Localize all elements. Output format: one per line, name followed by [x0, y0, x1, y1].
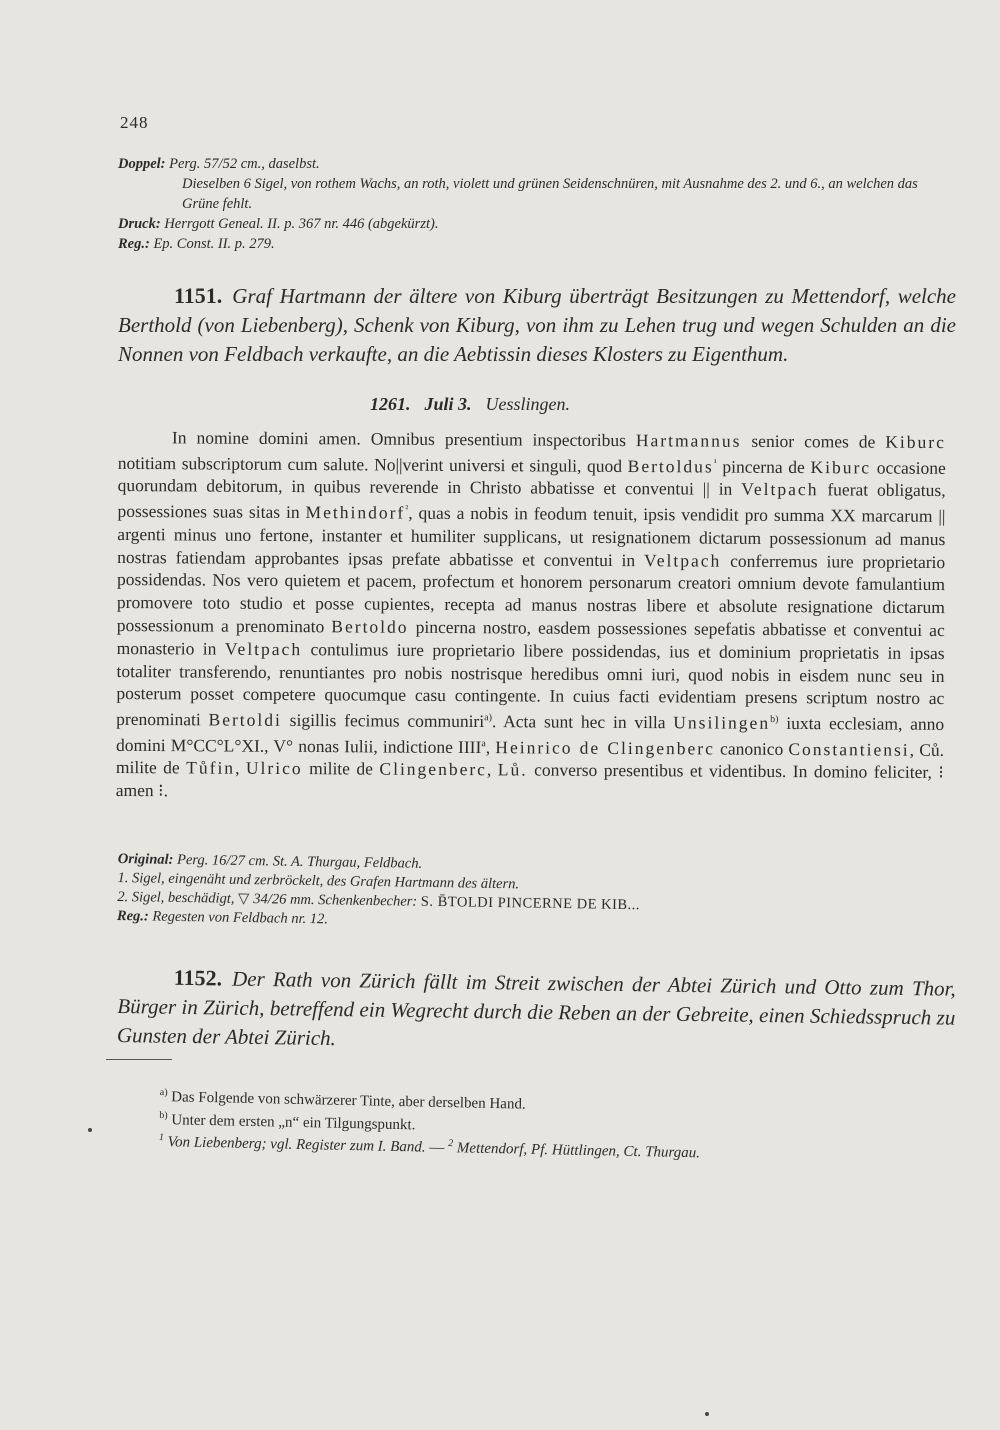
original-text: Perg. 16/27 cm. St. A. Thurgau, Feldbach.: [176, 851, 423, 872]
footnote-numbered: $^1$ Von Liebenberg; vgl. Register zum I. Band. — $^2$ Mettendorf, Pf. Hüttlingen, Ct. Thurgau.: [158, 1131, 701, 1162]
charter-segment: conferremus iure proprietario possidendas. Nos vero quietem et pacem, profectum et honorem personarum creatori omnium devote famulantium promovere toto studio et posse cupientes, recepta ad manus nostras libere et absolute resignatione dictarum possessionum a prenominato: [116, 550, 946, 637]
page-number: 248: [120, 113, 149, 132]
spaced-name: Clingenberc: [379, 759, 488, 780]
spaced-name: Lů.: [497, 759, 528, 780]
preceding-document-notes: [118, 154, 953, 254]
charter-segment: canonico: [714, 738, 789, 759]
original-label: Original:: [117, 850, 174, 868]
regest-text: Der Rath von Zürich fällt im Streit zwischen der Abtei Zürich und Otto zum Thor, Bürger in Zürich, betreffend ein Wegrecht durch die Reben an der Gebreite, einen Schiedsspruch zu Gunsten der Abtei Zürich.: [116, 966, 956, 1051]
seal-note-2: 2. Sigel, beschädigt, ▽ 34/26 mm. Schenkenbecher: S. B̄TOLDI PINCERNE DE KIB...: [117, 888, 641, 914]
footnote-rule: [106, 1059, 172, 1060]
charter-segment: ,: [485, 736, 496, 757]
ink-speck: [705, 1412, 709, 1416]
footnote-ref: ¹: [713, 457, 717, 469]
shield-icon: ▽: [237, 890, 250, 908]
charter-segment: In nomine domini amen. Omnibus presentium inspectoribus: [171, 427, 636, 451]
document-number: 1151.: [174, 283, 223, 308]
footnote-ref: ²: [405, 503, 409, 515]
spaced-name: Constantiensi: [788, 738, 910, 760]
regest-text: Graf Hartmann der ältere von Kiburg überträgt Besitzungen zu Mettendorf, welche Berthold (von Liebenberg), Schenk von Kiburg, von ihm zu Lehen trug und wegen Schulden an die Nonnen von Feldbach verkaufte, an die Aebtissin dieses Klosters zu Eigenthum.: [118, 284, 956, 366]
footnote-a: $^{a)}$ Das Folgende von schwärzerer Tinte, aber derselben Hand.: [159, 1086, 526, 1113]
spaced-name: Kiburc: [810, 456, 872, 478]
charter-segment: iuxta ecclesiam, anno domini M°CC°L°XI., V° nonas Iulii, indictione IIII: [115, 713, 945, 757]
spaced-name: Hartmannus: [635, 430, 742, 451]
charter-segment: , Ců. milite de: [115, 739, 945, 778]
druck-note: [118, 214, 953, 234]
charter-segment: contulimus iure proprietario libere possidendas, ius et dominium proprietatis in ipsas totaliter transferendo, renuntiantes pro nobis nostrisque heredibus omni iuri, quod nobis in eisdem nunc seu in posterum posset competere quocumque casu contingente. In cuius facti evidentiam presens scriptum nostro ac prenominati: [116, 638, 945, 730]
charter-segment: occasione quorundam debitorum, in quibus reverende in Christo abbatisse et conventui || in: [117, 457, 946, 500]
charter-segment: fuerat obligatus, possessiones suas sitas in: [117, 479, 946, 523]
spaced-name: Bertoldo: [331, 616, 409, 637]
charter-paragraph: [116, 426, 946, 807]
reg-note-1151: Reg.: Regesten von Feldbach nr. 12.: [116, 907, 329, 928]
reg-label: Reg.:: [118, 236, 150, 252]
charter-segment: ,: [235, 758, 247, 779]
spaced-name: Bertoldus: [627, 455, 714, 477]
charter-text: [116, 426, 946, 807]
spaced-name: Tůfin: [186, 757, 236, 779]
charter-segment: milite de: [302, 758, 380, 780]
footnotes: [159, 1084, 880, 1167]
document-1151-heading: [118, 281, 956, 369]
druck-label: Druck:: [118, 216, 161, 232]
spaced-name: Veltpach: [741, 479, 819, 500]
charter-segment: ,: [486, 759, 498, 780]
charter-segment: . Acta sunt hec in villa: [491, 711, 674, 733]
charter-segment: senior comes de: [741, 430, 886, 452]
charter-segment: sigillis fecimus communiri: [281, 710, 485, 732]
footnote-ref: b): [770, 714, 779, 726]
seal-note: Dieselben 6 Sigel, von rothem Wachs, an roth, violett und grünen Seidenschnüren, mit Ausnahme des 2. und 6., an welchen das Grüne fehlt.: [182, 176, 918, 212]
spaced-name: Ulrico: [245, 758, 303, 779]
footnote-b: $^{b)}$ Unter dem ersten „n“ ein Tilgungspunkt.: [159, 1109, 416, 1133]
doppel-note: [118, 154, 953, 174]
charter-notes: [117, 850, 956, 939]
seal-note-1: 1. Sigel, eingenäht und zerbröckelt, des Grafen Hartmann des ältern.: [117, 869, 520, 893]
document-1152-heading: [117, 962, 956, 1062]
date-day: Juli 3.: [424, 394, 472, 414]
date-place: Uesslingen.: [485, 394, 571, 414]
reg-note: [118, 234, 953, 254]
ink-speck: [88, 1128, 92, 1132]
footnote-ref: a: [481, 738, 486, 750]
charter-segment: converso presentibus et videntibus. In domino feliciter, ⁝ amen ⁝.: [115, 759, 944, 801]
date-year: 1261.: [370, 394, 411, 414]
spaced-name: Bertoldi: [208, 709, 282, 731]
charter-segment: , quas a nobis in feodum tenuit, ipsis vendidit pro summa XX marcarum || argenti minus uno fertone, instanter et humiliter supplicans, ut resignationem dictarum possessionum ad manus nostras fatiendam approbantes ipsas prefate abbatisse et conventui in: [117, 502, 946, 570]
spaced-name: Kiburc: [885, 431, 946, 453]
charter-segment: notitiam subscriptorum cum salute. No||verint universi et singuli, quod: [117, 452, 628, 476]
charter-segment: pincerna nostro, easdem possessiones sepefatis abbatisse et conventui ac monasterio in: [116, 616, 945, 659]
doppel-label: Doppel:: [118, 156, 166, 172]
footnote-ref: a): [484, 712, 493, 724]
druck-text: Herrgott Geneal. II. p. 367 nr. 446 (abgekürzt).: [164, 216, 439, 232]
spaced-name: Heinrico de Clingenberc: [495, 736, 715, 759]
seal-legend: S. B̄TOLDI PINCERNE DE KIB...: [420, 893, 641, 914]
spaced-name: Veltpach: [224, 638, 303, 659]
reg-text: Ep. Const. II. p. 279.: [153, 236, 275, 252]
spaced-name: Veltpach: [644, 549, 722, 571]
charter-segment: pincerna de: [716, 456, 811, 477]
document-number: 1152.: [173, 964, 223, 991]
doppel-text: Perg. 57/52 cm., daselbst.: [169, 156, 320, 172]
spaced-name: Unsilingen: [673, 712, 771, 734]
spaced-name: Methindorf: [305, 502, 406, 523]
dateline: [370, 394, 570, 415]
